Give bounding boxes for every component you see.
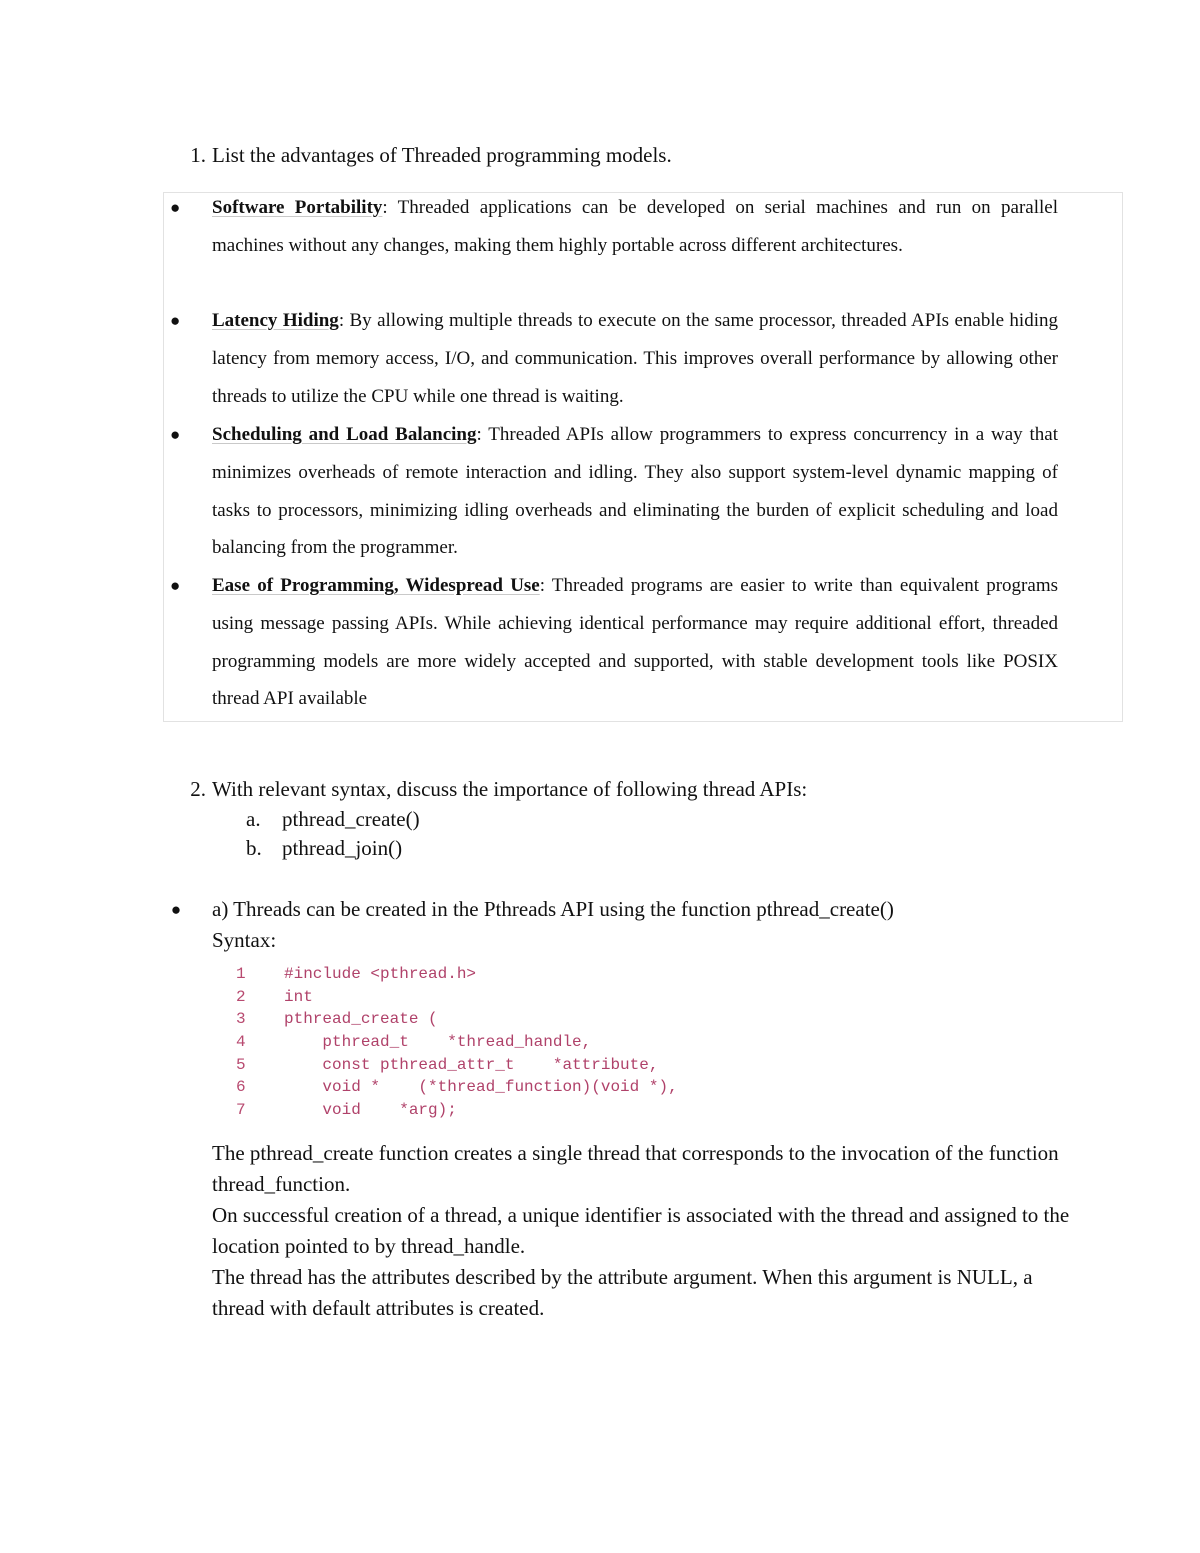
sub-question-label: a.	[246, 807, 261, 831]
code-line	[236, 963, 796, 986]
bullet-icon: ●	[170, 576, 181, 595]
line-number: 5	[236, 1055, 246, 1074]
line-number: 2	[236, 987, 246, 1006]
question-1	[176, 141, 976, 171]
sub-question-a	[246, 805, 420, 834]
advantage-text: : Threaded APIs allow programmers to express concurrency in a way that minimizes overheads of remote interaction and idling. They also support system-level dynamic mapping of tasks to processors, minimizing idling overheads and eliminating the burden of explicit scheduling and load balancing from the programmer.	[212, 424, 1058, 559]
question-2	[176, 775, 1076, 805]
bullet-icon: ●	[170, 425, 181, 444]
code-text: void *arg);	[284, 1101, 457, 1120]
line-number: 7	[236, 1101, 246, 1120]
question-text: With relevant syntax, discuss the importance of following thread APIs:	[212, 777, 808, 801]
description-paragraph: On successful creation of a thread, a unique identifier is associated with the thread and assigned to the location pointed to by thread_handle.	[212, 1203, 1070, 1258]
code-line	[236, 1008, 796, 1031]
code-block	[236, 963, 796, 1122]
description-paragraph: The pthread_create function creates a single thread that corresponds to the invocation of the function thread_function.	[212, 1141, 1059, 1196]
advantage-text: : Threaded programs are easier to write than equivalent programs using message passing APIs. While achieving identical performance may require additional effort, threaded programming models are more widely accepted and supported, with stable development tools like POSIX thread API available	[212, 575, 1058, 710]
advantage-term: Scheduling and Load Balancing	[212, 424, 477, 445]
description-paragraph: The thread has the attributes described by the attribute argument. When this argument is NULL, a thread with default attributes is created.	[212, 1265, 1033, 1320]
answer-description	[212, 1138, 1072, 1324]
answer-intro: a) Threads can be created in the Pthreads API using the function pthread_create()	[212, 897, 894, 921]
code-line	[236, 1054, 796, 1077]
advantage-item	[170, 416, 1058, 567]
advantage-item	[170, 189, 1058, 265]
bullet-icon: ●	[170, 900, 182, 919]
advantage-term: Latency Hiding	[212, 310, 339, 331]
question-number: 1.	[190, 143, 206, 167]
code-line	[236, 986, 796, 1009]
line-number: 3	[236, 1010, 246, 1029]
code-text: const pthread_attr_t *attribute,	[284, 1055, 659, 1074]
code-text: int	[284, 987, 313, 1006]
code-text: #include <pthread.h>	[284, 965, 477, 983]
advantage-term: Software Portability	[212, 197, 383, 218]
advantage-text: : By allowing multiple threads to execute on the same processor, threaded APIs enable hiding latency from memory access, I/O, and communication. This improves overall performance by allowing other threads to utilize the CPU while one thread is waiting.	[212, 310, 1058, 407]
sub-question-b	[246, 834, 402, 863]
advantage-text: : Threaded applications can be developed on serial machines and run on parallel machines without any changes, making them highly portable across different architectures.	[212, 197, 1058, 256]
code-text: pthread_t *thread_handle,	[284, 1033, 592, 1052]
line-number: 1	[236, 965, 246, 983]
bullet-icon: ●	[170, 198, 181, 217]
sub-question-label: b.	[246, 836, 262, 860]
bullet-icon: ●	[170, 311, 181, 330]
advantage-item	[170, 302, 1058, 415]
advantage-term: Ease of Programming, Widespread Use	[212, 575, 540, 596]
question-number: 2.	[190, 777, 206, 801]
syntax-label: Syntax:	[212, 928, 277, 952]
question-text: List the advantages of Threaded programming models.	[212, 143, 672, 167]
answer-a	[170, 894, 1092, 956]
line-number: 6	[236, 1078, 246, 1097]
line-number: 4	[236, 1033, 246, 1052]
sub-question-text: pthread_join()	[282, 836, 403, 860]
code-text: void * (*thread_function)(void *),	[284, 1078, 678, 1097]
code-text: pthread_create (	[284, 1010, 438, 1029]
code-line	[236, 1076, 796, 1099]
sub-question-text: pthread_create()	[282, 807, 420, 831]
code-line	[236, 1031, 796, 1054]
advantage-item	[170, 567, 1058, 718]
code-line	[236, 1099, 796, 1122]
